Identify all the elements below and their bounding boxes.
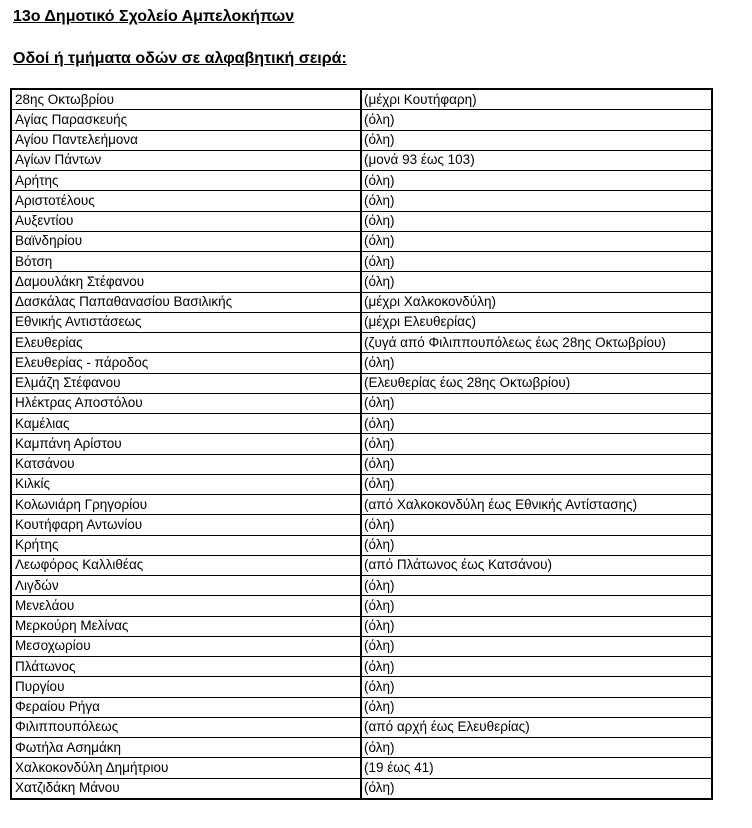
school-title: 13ο Δημοτικό Σχολείο Αμπελοκήπων	[13, 8, 295, 25]
table-row	[11, 434, 712, 454]
table-row	[11, 596, 712, 616]
street-name-cell: Δαμουλάκη Στέφανου	[11, 272, 361, 292]
street-name-cell: Μεσοχωρίου	[11, 636, 361, 656]
street-name-cell: Αυξεντίου	[11, 211, 361, 231]
table-row	[11, 171, 712, 191]
street-range-cell: (όλη)	[361, 596, 712, 616]
table-row	[11, 636, 712, 656]
street-name-cell: 28ης Οκτωβρίου	[11, 89, 361, 110]
table-row	[11, 393, 712, 413]
street-range-cell: (όλη)	[361, 636, 712, 656]
street-name-cell: Χαλκοκονδύλη Δημήτριου	[11, 758, 361, 778]
street-name-cell: Ελευθερίας	[11, 333, 361, 353]
street-range-cell: (ζυγά από Φιλιππουπόλεως έως 28ης Οκτωβρίου)	[361, 333, 712, 353]
street-range-cell: (όλη)	[361, 231, 712, 251]
street-name-cell: Κρήτης	[11, 535, 361, 555]
table-row	[11, 657, 712, 677]
street-range-cell: (όλη)	[361, 576, 712, 596]
street-name-cell: Καμέλιας	[11, 414, 361, 434]
street-name-cell: Δασκάλας Παπαθανασίου Βασιλικής	[11, 292, 361, 312]
table-row	[11, 373, 712, 393]
street-range-cell: (μονά 93 έως 103)	[361, 150, 712, 170]
street-name-cell: Αριστοτέλους	[11, 191, 361, 211]
street-range-cell: (Ελευθερίας έως 28ης Οκτωβρίου)	[361, 373, 712, 393]
street-range-cell: (όλη)	[361, 272, 712, 292]
table-row	[11, 697, 712, 717]
table-row	[11, 738, 712, 758]
street-range-cell: (όλη)	[361, 738, 712, 758]
street-name-cell: Φιλιππουπόλεως	[11, 717, 361, 737]
street-name-cell: Κολωνιάρη Γρηγορίου	[11, 495, 361, 515]
table-row	[11, 474, 712, 494]
table-row	[11, 616, 712, 636]
street-name-cell: Ηλέκτρας Αποστόλου	[11, 393, 361, 413]
table-row	[11, 292, 712, 312]
table-row	[11, 333, 712, 353]
table-row	[11, 555, 712, 575]
table-row	[11, 454, 712, 474]
street-name-cell: Βότση	[11, 252, 361, 272]
street-range-cell: (από αρχή έως Ελευθερίας)	[361, 717, 712, 737]
street-range-cell: (όλη)	[361, 110, 712, 130]
street-range-cell: (από Χαλκοκονδύλη έως Εθνικής Αντίστασης)	[361, 495, 712, 515]
street-name-cell: Μενελάου	[11, 596, 361, 616]
street-name-cell: Αγίου Παντελεήμονα	[11, 130, 361, 150]
street-range-cell: (μέχρι Ελευθερίας)	[361, 312, 712, 332]
table-row	[11, 312, 712, 332]
street-name-cell: Χατζιδάκη Μάνου	[11, 778, 361, 799]
street-name-cell: Λεωφόρος Καλλιθέας	[11, 555, 361, 575]
table-row	[11, 252, 712, 272]
table-row	[11, 130, 712, 150]
street-name-cell: Φωτήλα Ασημάκη	[11, 738, 361, 758]
table-row	[11, 576, 712, 596]
table-row	[11, 535, 712, 555]
street-name-cell: Μερκούρη Μελίνας	[11, 616, 361, 636]
street-name-cell: Εθνικής Αντιστάσεως	[11, 312, 361, 332]
street-name-cell: Αγίας Παρασκευής	[11, 110, 361, 130]
table-row	[11, 231, 712, 251]
table-row	[11, 89, 712, 110]
table-row	[11, 758, 712, 778]
street-range-cell: (όλη)	[361, 414, 712, 434]
list-title: Οδοί ή τμήματα οδών σε αλφαβητική σειρά:	[13, 50, 347, 67]
street-range-cell: (όλη)	[361, 211, 712, 231]
street-name-cell: Κατσάνου	[11, 454, 361, 474]
street-name-cell: Ελευθερίας - πάροδος	[11, 353, 361, 373]
street-range-cell: (όλη)	[361, 474, 712, 494]
street-name-cell: Φεραίου Ρήγα	[11, 697, 361, 717]
street-range-cell: (19 έως 41)	[361, 758, 712, 778]
table-row	[11, 717, 712, 737]
street-name-cell: Ελμάζη Στέφανου	[11, 373, 361, 393]
table-row	[11, 353, 712, 373]
table-row	[11, 495, 712, 515]
street-range-cell: (μέχρι Κουτήφαρη)	[361, 89, 712, 110]
street-range-cell: (όλη)	[361, 778, 712, 799]
table-row	[11, 272, 712, 292]
street-range-cell: (όλη)	[361, 454, 712, 474]
street-range-cell: (όλη)	[361, 657, 712, 677]
street-name-cell: Αγίων Πάντων	[11, 150, 361, 170]
street-range-cell: (μέχρι Χαλκοκονδύλη)	[361, 292, 712, 312]
street-name-cell: Κιλκίς	[11, 474, 361, 494]
street-name-cell: Βαϊνδηρίου	[11, 231, 361, 251]
street-range-cell: (όλη)	[361, 677, 712, 697]
streets-table	[10, 88, 713, 800]
street-name-cell: Πυργίου	[11, 677, 361, 697]
street-name-cell: Κουτήφαρη Αντωνίου	[11, 515, 361, 535]
street-range-cell: (από Πλάτωνος έως Κατσάνου)	[361, 555, 712, 575]
table-row	[11, 414, 712, 434]
street-range-cell: (όλη)	[361, 515, 712, 535]
street-name-cell: Αρήτης	[11, 171, 361, 191]
street-range-cell: (όλη)	[361, 535, 712, 555]
street-range-cell: (όλη)	[361, 353, 712, 373]
street-range-cell: (όλη)	[361, 191, 712, 211]
street-range-cell: (όλη)	[361, 697, 712, 717]
street-name-cell: Πλάτωνος	[11, 657, 361, 677]
street-range-cell: (όλη)	[361, 434, 712, 454]
street-range-cell: (όλη)	[361, 130, 712, 150]
street-range-cell: (όλη)	[361, 616, 712, 636]
street-range-cell: (όλη)	[361, 393, 712, 413]
table-row	[11, 211, 712, 231]
table-row	[11, 150, 712, 170]
street-range-cell: (όλη)	[361, 252, 712, 272]
table-row	[11, 677, 712, 697]
street-name-cell: Λιγδών	[11, 576, 361, 596]
street-name-cell: Καμπάνη Αρίστου	[11, 434, 361, 454]
table-row	[11, 515, 712, 535]
table-row	[11, 778, 712, 799]
table-row	[11, 191, 712, 211]
street-range-cell: (όλη)	[361, 171, 712, 191]
table-row	[11, 110, 712, 130]
streets-table-body	[11, 89, 712, 799]
